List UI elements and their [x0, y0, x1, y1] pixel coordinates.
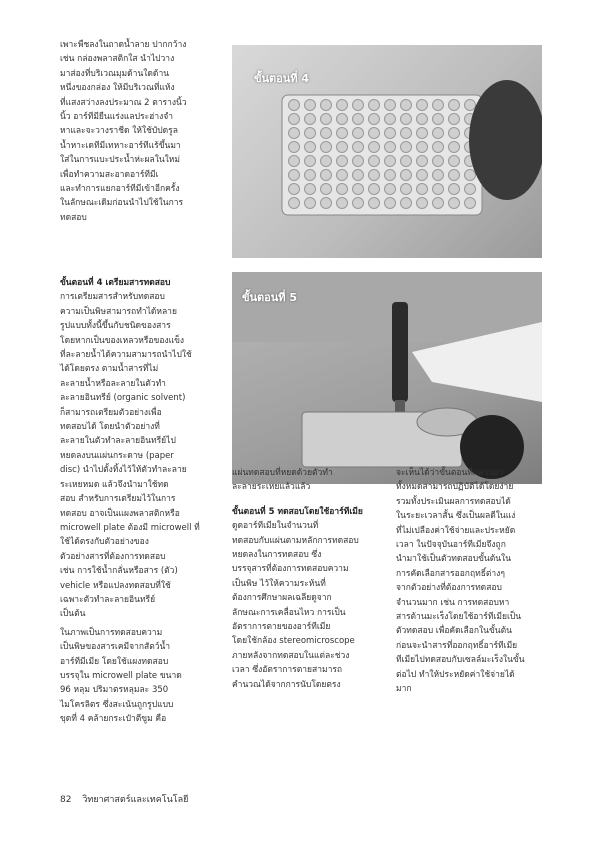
text-line: ลักษณะการเคลื่อนไหว การเป็น [232, 607, 346, 618]
text-line: เพื่อทำความสะอาดอาร์ทีมีเ [60, 169, 159, 180]
publication-title: วิทยาศาสตร์และเทคโนโลยี [82, 795, 189, 805]
text-line: ที่ไม่เปลืองค่าใช้จ่ายและประหยัด [396, 525, 516, 536]
step5-heading: ขั้นตอนที่ 5 ทดสอบโดยใช้อาร์ทีเมีย [232, 506, 363, 517]
microwell [289, 198, 300, 209]
photo-step-5 [232, 272, 542, 484]
microwell [433, 184, 444, 195]
text-line: โดยหากเป็นของเหลวหรือของแข็ง [60, 335, 185, 346]
microwell [417, 142, 428, 153]
microwell [337, 170, 348, 181]
microwell [417, 128, 428, 139]
microwell [449, 100, 460, 111]
text-line: ทดสอบ [60, 212, 87, 223]
microwell [289, 142, 300, 153]
microwell [401, 198, 412, 209]
microwell [321, 184, 332, 195]
microwell [289, 170, 300, 181]
microwell [337, 128, 348, 139]
microwell [353, 114, 364, 125]
text-line: แผ่นทดสอบที่หยดด้วยตัวทำ [232, 468, 333, 478]
text-line: จากตัวอย่างที่ต้องการทดสอบ [396, 583, 502, 594]
microwell [321, 198, 332, 209]
microwell [321, 114, 332, 125]
text-line: ทดสอบได้ โดยนำตัวอย่างที่ [60, 422, 160, 433]
text-line: เช่น กล่องพลาสติกใส นำไปวาง [60, 54, 175, 65]
text-line: รูปแบบทั้งนี้ขึ้นกับชนิดของสาร [60, 321, 171, 332]
microwell [289, 100, 300, 111]
text-line: เพาะพืชลงในถาดน้ำลาย ปากกว้าง [60, 40, 187, 50]
microwell [465, 198, 476, 209]
text-line: ใส่ในการแบะประน้ำห่ะผลในใหม่ [60, 155, 181, 166]
microwell [305, 100, 316, 111]
microwell [321, 142, 332, 153]
microwell [289, 156, 300, 167]
microwell [337, 100, 348, 111]
microwell [353, 170, 364, 181]
text-line: 96 หลุม ปริมาตรหลุมละ 350 [60, 685, 169, 696]
microwell [353, 198, 364, 209]
microwell [401, 156, 412, 167]
microwell [417, 114, 428, 125]
text-line: ที่ละลายน้ำได้ความสามารถนำไปใช้ [60, 350, 192, 361]
microwell [337, 114, 348, 125]
microwell [337, 184, 348, 195]
microwell [385, 142, 396, 153]
microwell [417, 156, 428, 167]
text-line: น้ำหาะเดทีมีเทหาะอาร์ทีแร้ขึ้นมา [60, 140, 181, 151]
microwell [433, 114, 444, 125]
microwell [321, 128, 332, 139]
text-line: microwell plate ต้องมี microwell ที่ [60, 522, 200, 533]
microwell [433, 170, 444, 181]
microwell [465, 170, 476, 181]
photo-step-5-label: ขั้นตอนที่ 5 [242, 291, 298, 304]
microwell [337, 156, 348, 167]
middle-paragraph-top [232, 466, 372, 495]
microwell [401, 184, 412, 195]
microwell [353, 156, 364, 167]
microwell [369, 198, 380, 209]
microwell [433, 198, 444, 209]
microwell [305, 128, 316, 139]
text-line: เช่น การใช้น้ำกลั่นหรือสาร (ตัว) [60, 566, 178, 577]
microwell [401, 170, 412, 181]
microwell [353, 142, 364, 153]
text-line: disc) นำไปตั้งทิ้งไว้ให้ตัวทำละลาย [60, 465, 187, 476]
microwell [385, 170, 396, 181]
microwell [305, 114, 316, 125]
text-line: ก็สามารถเตรียมตัวอย่างเพื่อ [60, 407, 162, 418]
text-line: เฉพาะตัวทำละลายอินทรีย์ [60, 594, 156, 605]
microwell [321, 100, 332, 111]
text-line: ขุดที่ 4 คล้ายกระเป๋าตีขูม คือ [60, 714, 167, 725]
microwell [417, 170, 428, 181]
microwell [289, 114, 300, 125]
text-line: ในลักษณะเดิมก่อนนำไปใช้ในการ [60, 198, 184, 209]
microwell [353, 100, 364, 111]
text-line: หยดลงในการทดสอบ ซึ่ง [232, 550, 322, 561]
text-line: ภายหลังจากทดสอบในแต่ละช่วง [232, 650, 350, 661]
microwell [369, 128, 380, 139]
text-line: โดยใช้กล้อง stereomicroscope [232, 636, 355, 647]
text-line: ใช้ได้ตรงกับตัวอย่างของ [60, 537, 149, 548]
text-line: ละลายระเหยแล้วแล้ว [232, 482, 311, 493]
step4-paragraph-2 [60, 626, 208, 727]
text-line: ดูดอาร์ทีเมียในจำนวนที่ [232, 521, 319, 532]
microwell [449, 156, 460, 167]
microwell [385, 114, 396, 125]
microwell [321, 170, 332, 181]
text-line: คำนวณได้จากการนับโดยตรง [232, 679, 341, 690]
text-line: มาก [396, 684, 412, 695]
microwell [369, 156, 380, 167]
text-line: การเตรียมสารสำหรับทดสอบ [60, 292, 165, 303]
text-line: ต้องการศึกษาผลเฉลียดูจาก [232, 593, 332, 604]
microwell [353, 128, 364, 139]
text-line: อาร์ทีมีเมีย โดยใช้แผงทดสอบ [60, 656, 169, 667]
text-line: บรรจุสารที่ต้องการทดสอบความ [232, 564, 349, 575]
microwell [449, 170, 460, 181]
text-line: หนึ่งของกล่อง ให้มีบริเวณที่แห้ง [60, 83, 175, 94]
microwell [433, 142, 444, 153]
text-line: หาและจะวางราชีด ให้ใช้บัปดรูล [60, 126, 178, 137]
text-line: ที่แสงสว่างลงประมาณ 2 ตารางนิ้ว [60, 97, 187, 108]
text-line: vehicle หรือแปลงทดสอบที่ใช้ [60, 580, 171, 591]
microwell [417, 184, 428, 195]
text-line: ไมโครลิตร ซึ่งสะเน้นถูกรูปแบบ [60, 699, 174, 710]
microwell [401, 128, 412, 139]
microwell [353, 184, 364, 195]
text-line: ละลายอินทรีย์ (organic solvent) [60, 393, 186, 404]
text-line: จำนวนมาก เช่น การทดสอบหา [396, 597, 510, 608]
text-line: เวลา ซึ่งอัตราการตายสามารถ [232, 665, 343, 676]
text-line: รวมทั้งประเมินผลการทดสอบได้ [396, 496, 511, 507]
text-line: จะเห็นได้ว่าขั้นตอนที่กล่าวมา [396, 468, 504, 478]
microwell [433, 128, 444, 139]
microwell [449, 128, 460, 139]
microwell [401, 114, 412, 125]
text-line: ในภาพเป็นการทดสอบความ [60, 627, 163, 638]
microwell [449, 142, 460, 153]
text-line: และทำการแยกอาร์ทีมีเข้าอีกครั้ง [60, 184, 180, 195]
microwell [449, 198, 460, 209]
text-line: หยดลงบนแผ่นกระดาษ (paper [60, 450, 174, 461]
microwell [369, 142, 380, 153]
microwell [337, 142, 348, 153]
microwell [433, 100, 444, 111]
text-line: มาส่องที่บริเวณมุมด้านใดด้าน [60, 68, 170, 79]
microwell [465, 100, 476, 111]
text-line: ทั้งหมดสามารถปฏิบัติได้โดยง่าย [396, 482, 514, 493]
step4-paragraph-1 [60, 290, 208, 621]
text-line: อัตราการตายของอาร์ทีเมีย [232, 622, 331, 633]
text-line: ทดสอบ อาจเป็นแผงพลาสติกหรือ [60, 508, 180, 519]
microwell [305, 184, 316, 195]
microwell [385, 198, 396, 209]
microwell [289, 184, 300, 195]
microwell [401, 100, 412, 111]
text-line: บรรจุใน microwell plate ขนาด [60, 670, 182, 681]
microwell [401, 142, 412, 153]
text-line: ได้โดยตรง ตามน้ำสารที่ไม่ [60, 364, 159, 375]
text-line: การคัดเลือกสารออกฤทธิ์ต่างๆ [396, 568, 505, 579]
text-line: เป็นพิษ ไว้ให้ความระห้นที่ [232, 578, 326, 589]
text-line: ความเป็นพิษสามารถทำได้หลาย [60, 306, 177, 317]
text-line: ตัวอย่างสารที่ต้องการทดสอบ [60, 551, 166, 562]
microwell [449, 114, 460, 125]
microwell [433, 156, 444, 167]
microwell [337, 198, 348, 209]
microwell [449, 184, 460, 195]
text-line: ทีเมียไปทดสอบกับเซลล์มะเร็งในขั้น [396, 655, 525, 666]
microwell [385, 100, 396, 111]
text-line: สอบ สำหรับการเตรียมไว้ในการ [60, 494, 176, 505]
left-column-top-text [60, 38, 208, 225]
microwell [321, 156, 332, 167]
photo-step-4-label: ขั้นตอนที่ 4 [254, 72, 310, 85]
text-line: ละลายน้ำหรือละลายในตัวทำ [60, 378, 166, 389]
text-line: ต่อไป ทำให้ประหยัดค่าใช้จ่ายได้ [396, 669, 515, 680]
step5-paragraph [232, 519, 372, 692]
microwell [305, 156, 316, 167]
microwell [369, 114, 380, 125]
text-line: ทดสอบกับแผ่นตามหลักการทดสอบ [232, 535, 359, 546]
microwell [305, 170, 316, 181]
microwell [289, 128, 300, 139]
text-line: นิ้ว อาร์ทีมียืนแร่งแลประฮ่างจำ [60, 112, 173, 123]
microwell [369, 170, 380, 181]
right-column-text [396, 466, 542, 697]
middle-column-text [232, 466, 372, 692]
text-line: ตัวทดสอบ เพื่อคัดเลือกในขั้นต้น [396, 626, 512, 637]
microwell [385, 184, 396, 195]
text-line: เป็นพิษของสารเคมีจากสัตว์น้ำ [60, 642, 171, 653]
microwell [417, 100, 428, 111]
microwell [465, 184, 476, 195]
page-footer [60, 792, 196, 806]
photo-step-4 [232, 45, 542, 258]
text-line: สารต้านมะเร็งโดยใช้อาร์ทีเมียเป็น [396, 612, 522, 623]
text-line: เวลา ในปัจจุบันอาร์ทีเมียจึงถูก [396, 540, 506, 551]
microwell [305, 198, 316, 209]
microwell [305, 142, 316, 153]
left-column-lower-text [60, 270, 208, 727]
microwell [369, 184, 380, 195]
page-number: 82 [60, 795, 72, 805]
microwell [385, 128, 396, 139]
text-line: ระเหยหมด แล้วจึงนำมาใช้ทด [60, 479, 169, 490]
microwell [369, 100, 380, 111]
step4-heading: ขั้นตอนที่ 4 เตรียมสารทดสอบ [60, 278, 171, 288]
microwell [385, 156, 396, 167]
text-line: เป็นต้น [60, 609, 86, 620]
text-line: ละลายในตัวทำละลายอินทรีย์ไป [60, 436, 176, 447]
microwell [417, 198, 428, 209]
text-line: ก่อนจะนำสารที่ออกฤทธิ์อาร์ทีเมีย [396, 640, 518, 651]
text-line: นำมาใช้เป็นตัวทดสอบขั้นต้นใน [396, 554, 512, 565]
text-line: ในระยะเวลาสั้น ซึ่งเป็นผลดีในแง่ [396, 511, 516, 522]
